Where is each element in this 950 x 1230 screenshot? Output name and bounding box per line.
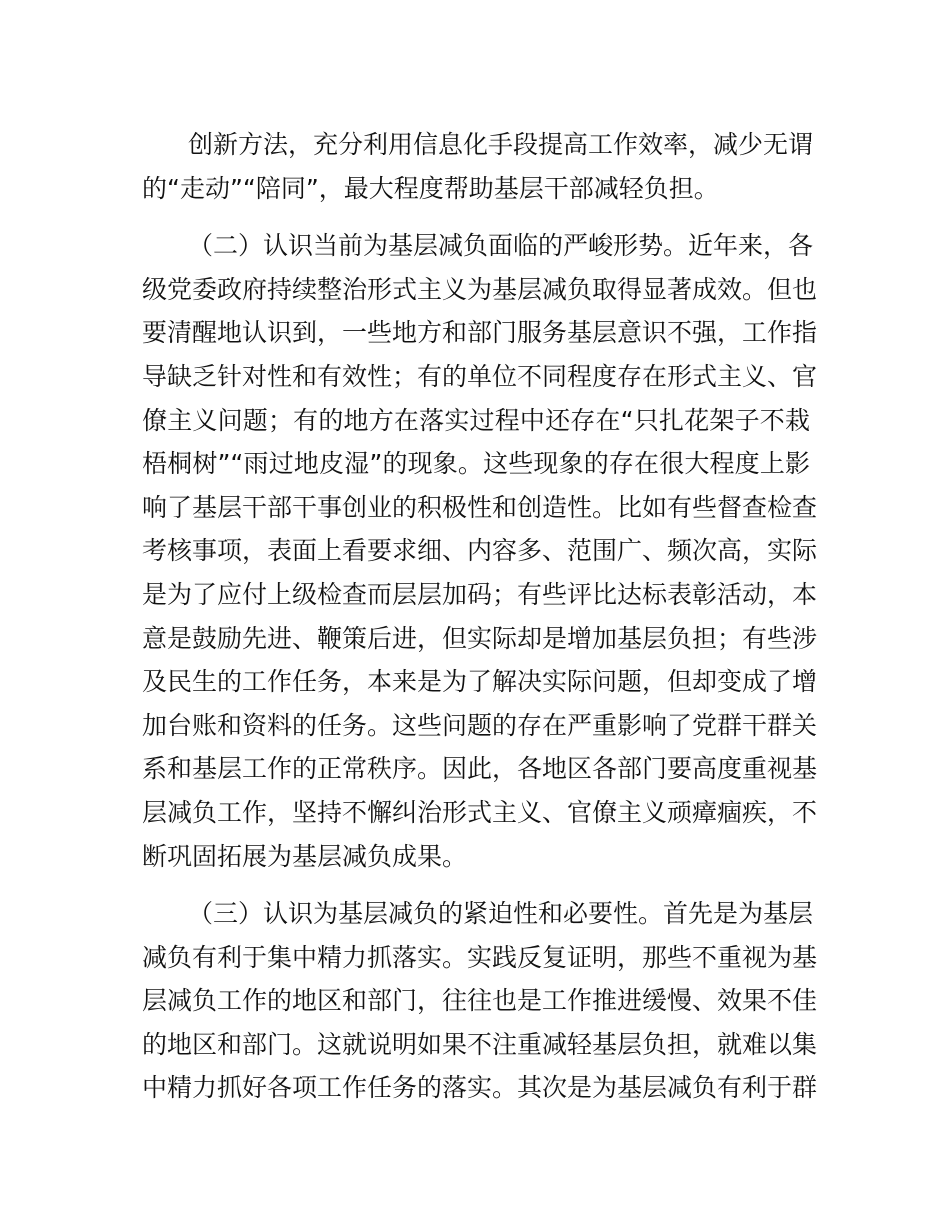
text-line: 考核事项，表面上看要求细、内容多、范围广、频次高，实际 (142, 536, 818, 566)
text-line: 导缺乏针对性和有效性；有的单位不同程度存在形式主义、官 (142, 361, 818, 391)
text-line: 加台账和资料的任务。这些问题的存在严重影响了党群干群关 (142, 710, 818, 740)
text-line: 层减负工作的地区和部门，往往也是工作推进缓慢、效果不佳 (142, 986, 818, 1016)
text-line: 系和基层工作的正常秩序。因此，各地区各部门要高度重视基 (142, 754, 818, 784)
body-text (142, 117, 818, 1110)
text-line: 中精力抓好各项工作任务的落实。其次是为基层减负有利于群 (142, 1073, 818, 1103)
text-line: 的地区和部门。这就说明如果不注重减轻基层负担，就难以集 (142, 1029, 818, 1059)
paragraph-1 (142, 123, 814, 210)
paragraph-gap (142, 878, 810, 892)
text-line: 响了基层干部干事创业的积极性和创造性。比如有些督查检查 (142, 492, 818, 522)
text-line: （三）认识为基层减负的紧迫性和必要性。首先是为基层 (188, 899, 814, 929)
text-line: 创新方法，充分利用信息化手段提高工作效率，减少无谓 (188, 130, 814, 159)
text-line: 梧桐树”“雨过地皮湿”的现象。这些现象的存在很大程度上影 (142, 449, 810, 479)
text-line: 层减负工作，坚持不懈纠治形式主义、官僚主义顽瘴痼疾，不 (142, 797, 818, 827)
text-line: 断巩固拓展为基层减负成果。 (142, 841, 468, 871)
paragraph-gap (142, 210, 810, 224)
text-line: 僚主义问题；有的地方在落实过程中还存在“只扎花架子不栽 (142, 405, 810, 435)
text-line: 的“走动”“陪同”，最大程度帮助基层干部减轻负担。 (142, 173, 719, 203)
text-line: 意是鼓励先进、鞭策后进，但实际却是增加基层负担；有些涉 (142, 623, 818, 653)
text-line: 要清醒地认识到，一些地方和部门服务基层意识不强，工作指 (142, 318, 818, 348)
paragraph-3 (142, 892, 818, 1110)
text-line: 级党委政府持续整治形式主义为基层减负取得显著成效。但也 (142, 274, 818, 304)
text-line: 减负有利于集中精力抓落实。实践反复证明，那些不重视为基 (142, 942, 818, 972)
paragraph-2 (142, 224, 818, 878)
text-line: 是为了应付上级检查而层层加码；有些评比达标表彰活动，本 (142, 579, 818, 609)
text-line: （二）认识当前为基层减负面临的严峻形势。近年来，各 (188, 231, 814, 261)
text-line: 及民生的工作任务，本来是为了解决实际问题，但却变成了增 (142, 667, 818, 697)
